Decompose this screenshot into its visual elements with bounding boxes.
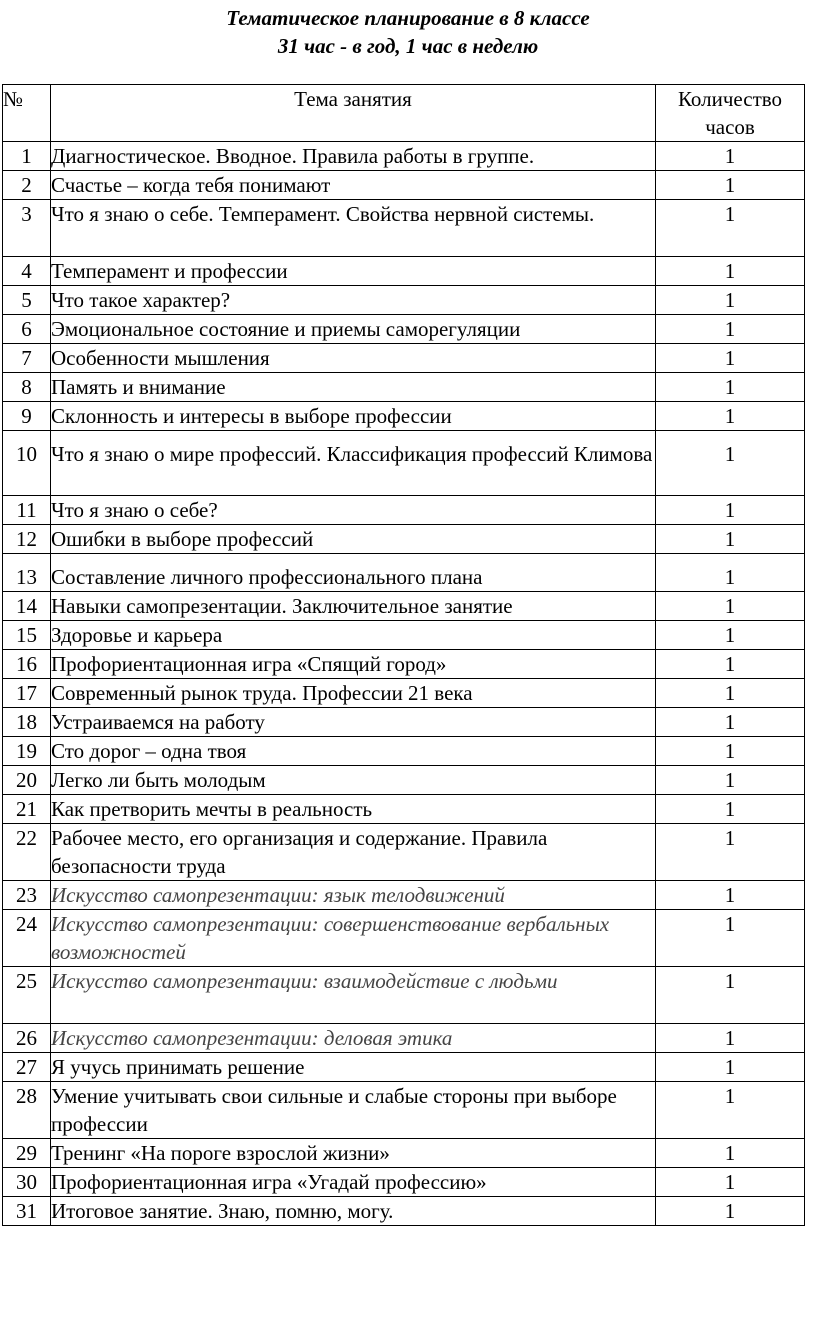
row-hours: 1 xyxy=(656,431,805,496)
table-header-row xyxy=(3,85,805,142)
table-row xyxy=(3,1197,805,1226)
row-topic: Как претворить мечты в реальность xyxy=(51,795,656,824)
row-topic: Ошибки в выборе профессий xyxy=(51,525,656,554)
row-number: 31 xyxy=(3,1197,51,1226)
table-row xyxy=(3,200,805,257)
table-row xyxy=(3,1024,805,1053)
row-number: 4 xyxy=(3,257,51,286)
table-row xyxy=(3,315,805,344)
title-line-2: 31 час - в год, 1 час в неделю xyxy=(277,34,539,58)
row-topic: Профориентационная игра «Угадай профессию» xyxy=(51,1168,656,1197)
row-number: 30 xyxy=(3,1168,51,1197)
row-hours: 1 xyxy=(656,795,805,824)
table-row xyxy=(3,257,805,286)
row-topic: Счастье – когда тебя понимают xyxy=(51,171,656,200)
column-header-hours-line1: Количество xyxy=(677,87,783,111)
row-number: 8 xyxy=(3,373,51,402)
table-row xyxy=(3,1082,805,1139)
row-topic: Склонность и интересы в выборе профессии xyxy=(51,402,656,431)
row-number: 20 xyxy=(3,766,51,795)
row-hours: 1 xyxy=(656,171,805,200)
table-row xyxy=(3,171,805,200)
table-row xyxy=(3,1168,805,1197)
row-hours: 1 xyxy=(656,650,805,679)
row-number: 28 xyxy=(3,1082,51,1139)
row-number: 21 xyxy=(3,795,51,824)
row-hours: 1 xyxy=(656,766,805,795)
row-hours: 1 xyxy=(656,1197,805,1226)
table-row xyxy=(3,1053,805,1082)
row-hours: 1 xyxy=(656,708,805,737)
row-hours: 1 xyxy=(656,315,805,344)
row-hours: 1 xyxy=(656,737,805,766)
row-number: 10 xyxy=(3,431,51,496)
row-hours: 1 xyxy=(656,1053,805,1082)
row-number: 2 xyxy=(3,171,51,200)
row-hours: 1 xyxy=(656,344,805,373)
row-hours: 1 xyxy=(656,200,805,257)
row-number: 9 xyxy=(3,402,51,431)
table-row xyxy=(3,708,805,737)
row-topic: Умение учитывать свои сильные и слабые стороны при выборе профессии xyxy=(51,1082,656,1139)
row-number: 26 xyxy=(3,1024,51,1053)
row-hours: 1 xyxy=(656,525,805,554)
row-number: 5 xyxy=(3,286,51,315)
row-topic: Легко ли быть молодым xyxy=(51,766,656,795)
row-topic: Составление личного профессионального плана xyxy=(51,554,656,592)
row-number: 6 xyxy=(3,315,51,344)
row-hours: 1 xyxy=(656,881,805,910)
row-number: 7 xyxy=(3,344,51,373)
row-topic: Сто дорог – одна твоя xyxy=(51,737,656,766)
row-number: 24 xyxy=(3,910,51,967)
row-number: 25 xyxy=(3,967,51,1024)
row-topic: Память и внимание xyxy=(51,373,656,402)
row-topic: Искусство самопрезентации: язык телодвижений xyxy=(51,881,656,910)
table-row xyxy=(3,621,805,650)
plan-table xyxy=(2,84,805,1226)
row-topic: Итоговое занятие. Знаю, помню, могу. xyxy=(51,1197,656,1226)
row-hours: 1 xyxy=(656,1168,805,1197)
table-row xyxy=(3,431,805,496)
table-row xyxy=(3,373,805,402)
table-row xyxy=(3,795,805,824)
row-hours: 1 xyxy=(656,257,805,286)
row-topic: Что я знаю о себе. Темперамент. Свойства нервной системы. xyxy=(51,200,656,257)
row-topic: Устраиваемся на работу xyxy=(51,708,656,737)
row-topic: Здоровье и карьера xyxy=(51,621,656,650)
row-hours: 1 xyxy=(656,286,805,315)
table-row xyxy=(3,737,805,766)
table-row xyxy=(3,496,805,525)
table-row xyxy=(3,592,805,621)
row-topic: Навыки самопрезентации. Заключительное занятие xyxy=(51,592,656,621)
row-hours: 1 xyxy=(656,967,805,1024)
table-row xyxy=(3,679,805,708)
table-row xyxy=(3,525,805,554)
document-title xyxy=(0,4,816,60)
row-hours: 1 xyxy=(656,910,805,967)
row-hours: 1 xyxy=(656,554,805,592)
table-row xyxy=(3,824,805,881)
table-row xyxy=(3,650,805,679)
row-number: 23 xyxy=(3,881,51,910)
table-row xyxy=(3,1139,805,1168)
table-row xyxy=(3,344,805,373)
table-row xyxy=(3,967,805,1024)
row-hours: 1 xyxy=(656,142,805,171)
row-topic: Рабочее место, его организация и содержание. Правила безопасности труда xyxy=(51,824,656,881)
row-hours: 1 xyxy=(656,824,805,881)
row-hours: 1 xyxy=(656,592,805,621)
row-topic: Диагностическое. Вводное. Правила работы в группе. xyxy=(51,142,656,171)
table-row xyxy=(3,554,805,592)
row-topic: Современный рынок труда. Профессии 21 века xyxy=(51,679,656,708)
row-hours: 1 xyxy=(656,1024,805,1053)
row-topic: Что такое характер? xyxy=(51,286,656,315)
row-number: 12 xyxy=(3,525,51,554)
row-topic: Что я знаю о мире профессий. Классификация профессий Климова xyxy=(51,431,656,496)
row-hours: 1 xyxy=(656,1082,805,1139)
row-hours: 1 xyxy=(656,621,805,650)
table-row xyxy=(3,142,805,171)
row-number: 17 xyxy=(3,679,51,708)
row-topic: Искусство самопрезентации: взаимодействие с людьми xyxy=(51,967,656,1024)
row-number: 27 xyxy=(3,1053,51,1082)
row-topic: Эмоциональное состояние и приемы саморегуляции xyxy=(51,315,656,344)
table-row xyxy=(3,910,805,967)
table-row xyxy=(3,286,805,315)
row-hours: 1 xyxy=(656,1139,805,1168)
table-row xyxy=(3,766,805,795)
row-topic: Темперамент и профессии xyxy=(51,257,656,286)
row-topic: Я учусь принимать решение xyxy=(51,1053,656,1082)
row-topic: Искусство самопрезентации: деловая этика xyxy=(51,1024,656,1053)
row-topic: Особенности мышления xyxy=(51,344,656,373)
row-number: 18 xyxy=(3,708,51,737)
row-number: 1 xyxy=(3,142,51,171)
row-number: 11 xyxy=(3,496,51,525)
row-topic: Что я знаю о себе? xyxy=(51,496,656,525)
table-row xyxy=(3,402,805,431)
column-header-hours-line2: часов xyxy=(705,115,755,139)
row-number: 22 xyxy=(3,824,51,881)
column-header-topic: Тема занятия xyxy=(51,85,656,142)
row-hours: 1 xyxy=(656,496,805,525)
column-header-number: № xyxy=(3,85,51,142)
row-number: 19 xyxy=(3,737,51,766)
column-header-hours xyxy=(656,85,805,142)
row-number: 13 xyxy=(3,554,51,592)
title-line-1: Тематическое планирование в 8 классе xyxy=(226,6,590,30)
row-number: 14 xyxy=(3,592,51,621)
row-topic: Профориентационная игра «Спящий город» xyxy=(51,650,656,679)
row-number: 29 xyxy=(3,1139,51,1168)
row-number: 16 xyxy=(3,650,51,679)
row-hours: 1 xyxy=(656,402,805,431)
row-hours: 1 xyxy=(656,373,805,402)
row-topic: Тренинг «На пороге взрослой жизни» xyxy=(51,1139,656,1168)
row-hours: 1 xyxy=(656,679,805,708)
table-row xyxy=(3,881,805,910)
row-topic: Искусство самопрезентации: совершенствование вербальных возможностей xyxy=(51,910,656,967)
row-number: 15 xyxy=(3,621,51,650)
row-number: 3 xyxy=(3,200,51,257)
